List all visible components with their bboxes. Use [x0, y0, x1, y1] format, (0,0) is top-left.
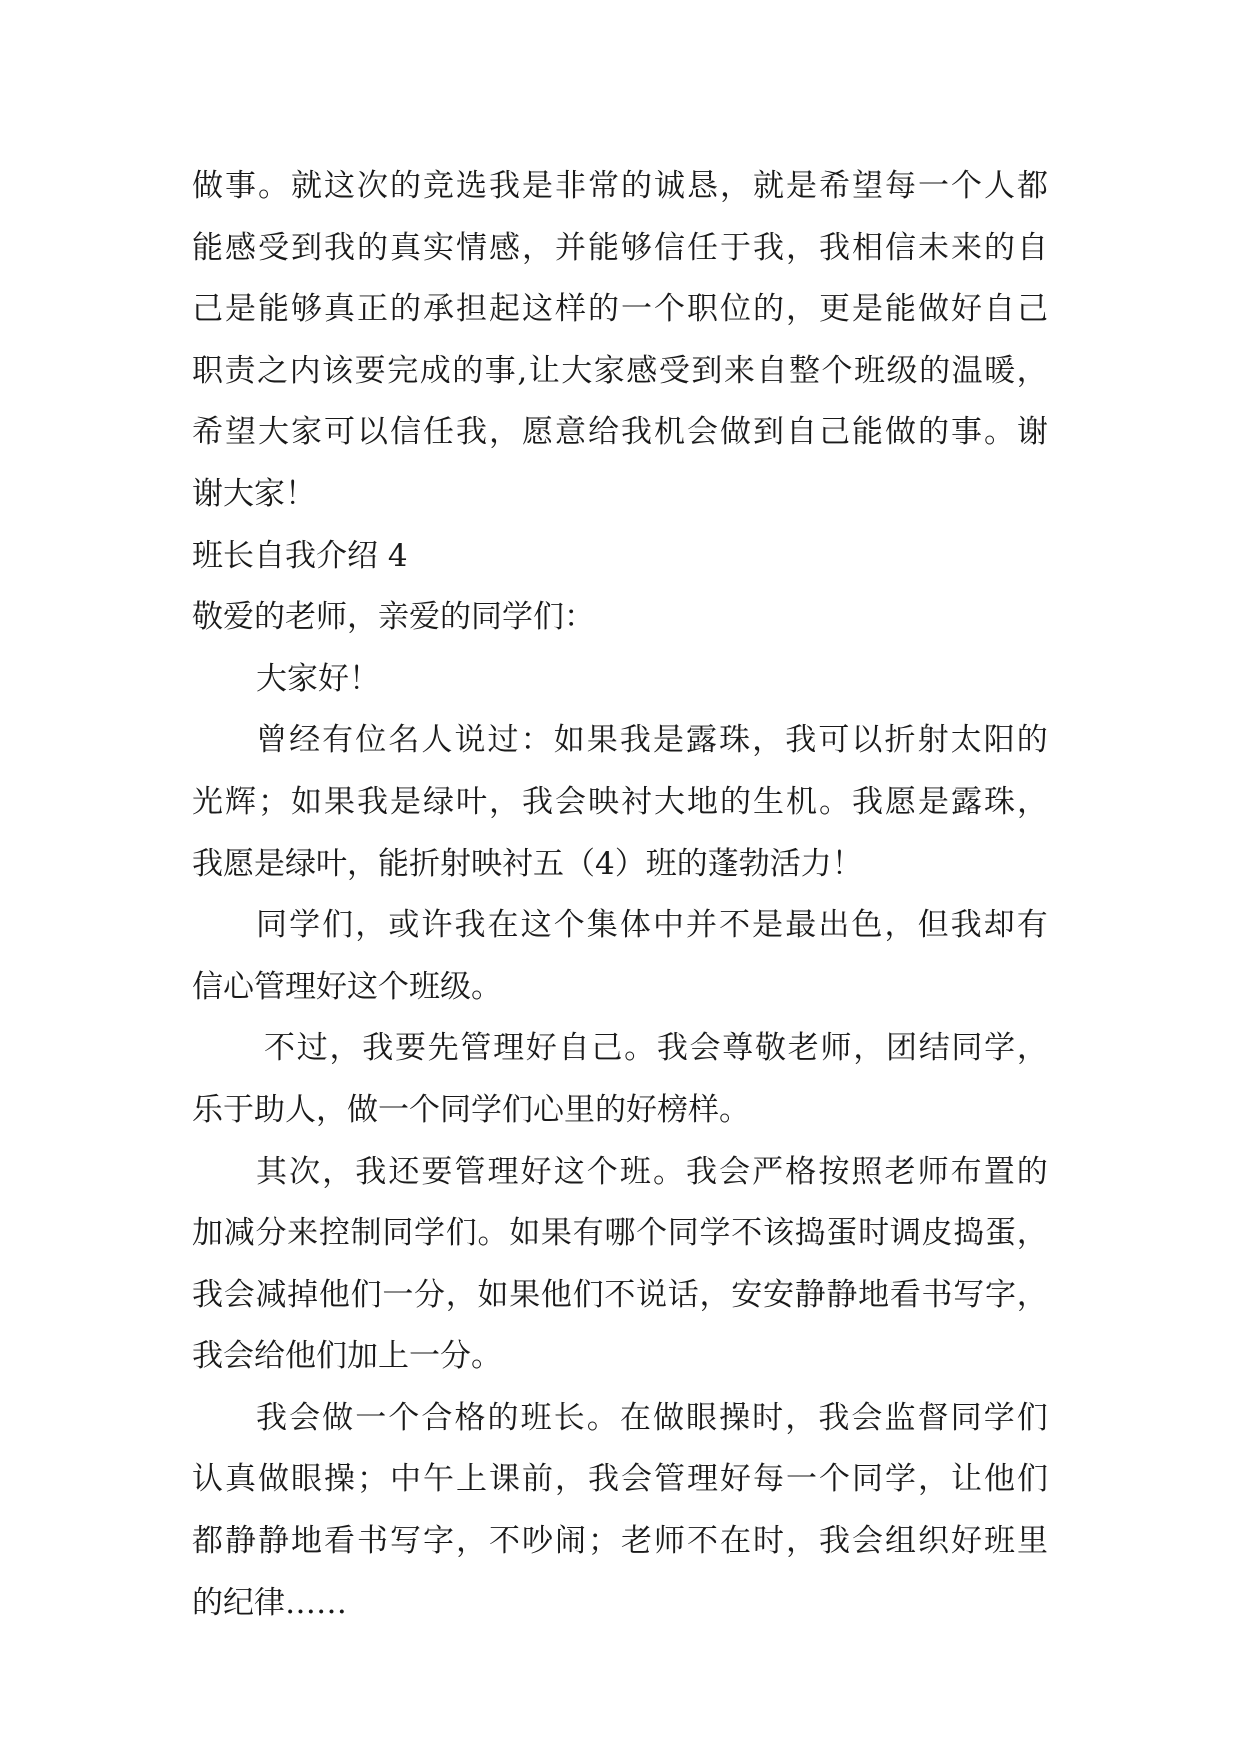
paragraph-line: 曾 经 有 位 名 人 说 过 ： 如 果 我 是 露 珠 ， 我 可 以 折 射 太 阳 的	[256, 722, 1048, 759]
text-line: 希 望 大 家 可 以 信 任 我 ， 愿 意 给 我 机 会 做 到 自 己 能 做 的 事 。 谢	[192, 414, 1048, 451]
paragraph-line: 认 真 做 眼 操 ； 中 午 上 课 前 ， 我 会 管 理 好 每 一 个 同 学 ， 让 他 们	[192, 1461, 1048, 1498]
paragraph-line: 我 会 做 一 个 合 格 的 班 长 。 在 做 眼 操 时 ， 我 会 监 督 同 学 们	[256, 1399, 1048, 1436]
paragraph-line: 加 减 分 来 控 制 同 学 们 。 如 果 有 哪 个 同 学 不 该 捣 蛋 时 调 皮 捣 蛋 ，	[192, 1215, 1048, 1252]
greeting: 大家好！	[256, 660, 380, 697]
text-line: 做 事 。 就 这 次 的 竞 选 我 是 非 常 的 诚 恳 ， 就 是 希 望 每 一 个 人 都	[192, 168, 1048, 204]
paragraph-line: 同 学 们 ， 或 许 我 在 这 个 集 体 中 并 不 是 最 出 色 ， 但 我 却 有	[256, 907, 1048, 944]
paragraph-line: 信心管理好这个班级。	[192, 968, 502, 1005]
paragraph-line: 乐于助人，做一个同学们心里的好榜样。	[192, 1091, 750, 1128]
text-line: 职 责 之 内 该 要 完 成 的 事 , 让 大 家 感 受 到 来 自 整 个 班 级 的 温 暖 ，	[192, 352, 1048, 389]
paragraph-line: 我 会 减 掉 他 们 一 分 ， 如 果 他 们 不 说 话 ， 安 安 静 静 地 看 书 写 字 ，	[192, 1276, 1048, 1313]
paragraph-line: 的纪律……	[192, 1584, 347, 1621]
text-line: 谢大家！	[192, 475, 316, 512]
text-line: 己 是 能 够 真 正 的 承 担 起 这 样 的 一 个 职 位 的 ， 更 是 能 做 好 自 己	[192, 291, 1048, 328]
paragraph-line: 都 静 静 地 看 书 写 字 ， 不 吵 闹 ； 老 师 不 在 时 ， 我 会 组 织 好 班 里	[192, 1523, 1048, 1560]
salutation: 敬爱的老师，亲爱的同学们：	[192, 599, 595, 636]
paragraph-line: 我愿是绿叶，能折射映衬五（4）班的蓬勃活力！	[192, 845, 863, 882]
section-title: 班长自我介绍 4	[192, 537, 408, 574]
paragraph-line: 不 过 ， 我 要 先 管 理 好 自 己 。 我 会 尊 敬 老 师 ， 团 结 同 学 ，	[264, 1030, 1048, 1067]
paragraph-line: 其 次 ， 我 还 要 管 理 好 这 个 班 。 我 会 严 格 按 照 老 师 布 置 的	[256, 1153, 1048, 1190]
paragraph-line: 我会给他们加上一分。	[192, 1338, 502, 1375]
text-line: 能 感 受 到 我 的 真 实 情 感 ， 并 能 够 信 任 于 我 ， 我 相 信 未 来 的 自	[192, 229, 1048, 266]
paragraph-line: 光 辉 ； 如 果 我 是 绿 叶 ， 我 会 映 衬 大 地 的 生 机 。 我 愿 是 露 珠 ，	[192, 783, 1048, 820]
document-body	[192, 156, 1048, 1634]
